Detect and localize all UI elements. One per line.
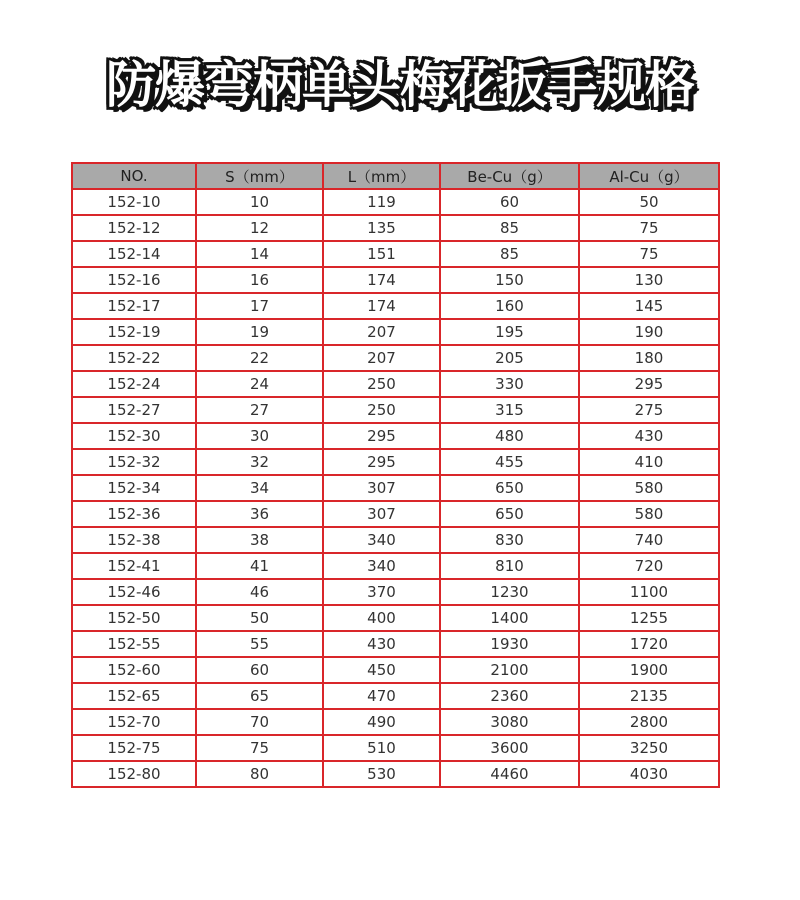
cell-l-mm: 250	[323, 397, 440, 423]
cell-no: 152-30	[72, 423, 196, 449]
header-s-mm: S（mm）	[196, 163, 323, 189]
cell-be-cu-g: 455	[440, 449, 579, 475]
cell-l-mm: 400	[323, 605, 440, 631]
cell-al-cu-g: 1100	[579, 579, 719, 605]
cell-no: 152-41	[72, 553, 196, 579]
cell-l-mm: 450	[323, 657, 440, 683]
cell-no: 152-17	[72, 293, 196, 319]
cell-al-cu-g: 75	[579, 241, 719, 267]
cell-s-mm: 16	[196, 267, 323, 293]
cell-be-cu-g: 1930	[440, 631, 579, 657]
cell-s-mm: 41	[196, 553, 323, 579]
cell-s-mm: 55	[196, 631, 323, 657]
cell-s-mm: 34	[196, 475, 323, 501]
cell-al-cu-g: 130	[579, 267, 719, 293]
cell-be-cu-g: 85	[440, 241, 579, 267]
cell-l-mm: 207	[323, 319, 440, 345]
cell-l-mm: 307	[323, 501, 440, 527]
cell-s-mm: 27	[196, 397, 323, 423]
cell-l-mm: 307	[323, 475, 440, 501]
cell-al-cu-g: 1255	[579, 605, 719, 631]
cell-l-mm: 135	[323, 215, 440, 241]
cell-no: 152-24	[72, 371, 196, 397]
cell-l-mm: 530	[323, 761, 440, 787]
cell-s-mm: 70	[196, 709, 323, 735]
table-row	[72, 605, 719, 631]
cell-l-mm: 340	[323, 553, 440, 579]
cell-s-mm: 22	[196, 345, 323, 371]
cell-no: 152-10	[72, 189, 196, 215]
cell-s-mm: 30	[196, 423, 323, 449]
cell-be-cu-g: 150	[440, 267, 579, 293]
cell-al-cu-g: 75	[579, 215, 719, 241]
cell-l-mm: 510	[323, 735, 440, 761]
cell-no: 152-19	[72, 319, 196, 345]
cell-s-mm: 65	[196, 683, 323, 709]
table-row	[72, 683, 719, 709]
cell-be-cu-g: 60	[440, 189, 579, 215]
cell-no: 152-32	[72, 449, 196, 475]
cell-be-cu-g: 810	[440, 553, 579, 579]
cell-no: 152-12	[72, 215, 196, 241]
page-title: 防爆弯柄单头梅花扳手规格	[106, 56, 694, 114]
cell-s-mm: 14	[196, 241, 323, 267]
cell-al-cu-g: 3250	[579, 735, 719, 761]
cell-l-mm: 430	[323, 631, 440, 657]
table-row	[72, 501, 719, 527]
cell-no: 152-50	[72, 605, 196, 631]
cell-al-cu-g: 295	[579, 371, 719, 397]
cell-be-cu-g: 3080	[440, 709, 579, 735]
cell-l-mm: 174	[323, 293, 440, 319]
cell-s-mm: 19	[196, 319, 323, 345]
cell-s-mm: 12	[196, 215, 323, 241]
cell-no: 152-34	[72, 475, 196, 501]
table-row	[72, 397, 719, 423]
cell-no: 152-46	[72, 579, 196, 605]
table-row	[72, 449, 719, 475]
cell-no: 152-27	[72, 397, 196, 423]
cell-l-mm: 295	[323, 423, 440, 449]
table-row	[72, 657, 719, 683]
cell-no: 152-36	[72, 501, 196, 527]
cell-be-cu-g: 830	[440, 527, 579, 553]
cell-no: 152-75	[72, 735, 196, 761]
cell-al-cu-g: 4030	[579, 761, 719, 787]
table-row	[72, 709, 719, 735]
cell-be-cu-g: 330	[440, 371, 579, 397]
table-row	[72, 527, 719, 553]
cell-l-mm: 119	[323, 189, 440, 215]
cell-s-mm: 75	[196, 735, 323, 761]
cell-s-mm: 32	[196, 449, 323, 475]
cell-be-cu-g: 4460	[440, 761, 579, 787]
cell-l-mm: 370	[323, 579, 440, 605]
cell-be-cu-g: 1230	[440, 579, 579, 605]
cell-al-cu-g: 50	[579, 189, 719, 215]
cell-s-mm: 24	[196, 371, 323, 397]
table-row	[72, 293, 719, 319]
cell-l-mm: 295	[323, 449, 440, 475]
cell-be-cu-g: 650	[440, 475, 579, 501]
cell-al-cu-g: 190	[579, 319, 719, 345]
cell-no: 152-16	[72, 267, 196, 293]
table-row	[72, 215, 719, 241]
cell-no: 152-70	[72, 709, 196, 735]
cell-l-mm: 470	[323, 683, 440, 709]
table-body	[72, 189, 719, 787]
cell-s-mm: 17	[196, 293, 323, 319]
cell-al-cu-g: 430	[579, 423, 719, 449]
table-row	[72, 475, 719, 501]
cell-al-cu-g: 180	[579, 345, 719, 371]
table-row	[72, 189, 719, 215]
cell-s-mm: 60	[196, 657, 323, 683]
table-row	[72, 267, 719, 293]
table-row	[72, 735, 719, 761]
table-row	[72, 579, 719, 605]
cell-al-cu-g: 410	[579, 449, 719, 475]
cell-al-cu-g: 720	[579, 553, 719, 579]
cell-l-mm: 207	[323, 345, 440, 371]
cell-l-mm: 490	[323, 709, 440, 735]
cell-be-cu-g: 650	[440, 501, 579, 527]
cell-s-mm: 80	[196, 761, 323, 787]
cell-al-cu-g: 580	[579, 475, 719, 501]
header-l-mm: L（mm）	[323, 163, 440, 189]
cell-be-cu-g: 1400	[440, 605, 579, 631]
table-row	[72, 345, 719, 371]
table-row	[72, 553, 719, 579]
table-row	[72, 371, 719, 397]
cell-al-cu-g: 2800	[579, 709, 719, 735]
cell-al-cu-g: 1900	[579, 657, 719, 683]
cell-al-cu-g: 1720	[579, 631, 719, 657]
cell-l-mm: 151	[323, 241, 440, 267]
cell-s-mm: 46	[196, 579, 323, 605]
cell-be-cu-g: 480	[440, 423, 579, 449]
cell-al-cu-g: 740	[579, 527, 719, 553]
cell-be-cu-g: 2360	[440, 683, 579, 709]
cell-s-mm: 10	[196, 189, 323, 215]
cell-l-mm: 250	[323, 371, 440, 397]
cell-no: 152-55	[72, 631, 196, 657]
cell-al-cu-g: 145	[579, 293, 719, 319]
cell-s-mm: 36	[196, 501, 323, 527]
header-no: NO.	[72, 163, 196, 189]
table-row	[72, 631, 719, 657]
cell-l-mm: 174	[323, 267, 440, 293]
table-row	[72, 761, 719, 787]
cell-al-cu-g: 580	[579, 501, 719, 527]
cell-no: 152-38	[72, 527, 196, 553]
cell-no: 152-22	[72, 345, 196, 371]
cell-no: 152-65	[72, 683, 196, 709]
table-row	[72, 241, 719, 267]
cell-l-mm: 340	[323, 527, 440, 553]
cell-no: 152-80	[72, 761, 196, 787]
cell-be-cu-g: 85	[440, 215, 579, 241]
cell-be-cu-g: 3600	[440, 735, 579, 761]
cell-al-cu-g: 2135	[579, 683, 719, 709]
spec-table	[71, 162, 720, 788]
header-be-cu-g: Be-Cu（g）	[440, 163, 579, 189]
cell-no: 152-14	[72, 241, 196, 267]
cell-be-cu-g: 160	[440, 293, 579, 319]
table-row	[72, 319, 719, 345]
header-al-cu-g: Al-Cu（g）	[579, 163, 719, 189]
cell-s-mm: 50	[196, 605, 323, 631]
cell-be-cu-g: 205	[440, 345, 579, 371]
cell-be-cu-g: 2100	[440, 657, 579, 683]
cell-be-cu-g: 195	[440, 319, 579, 345]
cell-al-cu-g: 275	[579, 397, 719, 423]
cell-no: 152-60	[72, 657, 196, 683]
cell-be-cu-g: 315	[440, 397, 579, 423]
table-row	[72, 423, 719, 449]
table-header-row	[72, 163, 719, 189]
cell-s-mm: 38	[196, 527, 323, 553]
